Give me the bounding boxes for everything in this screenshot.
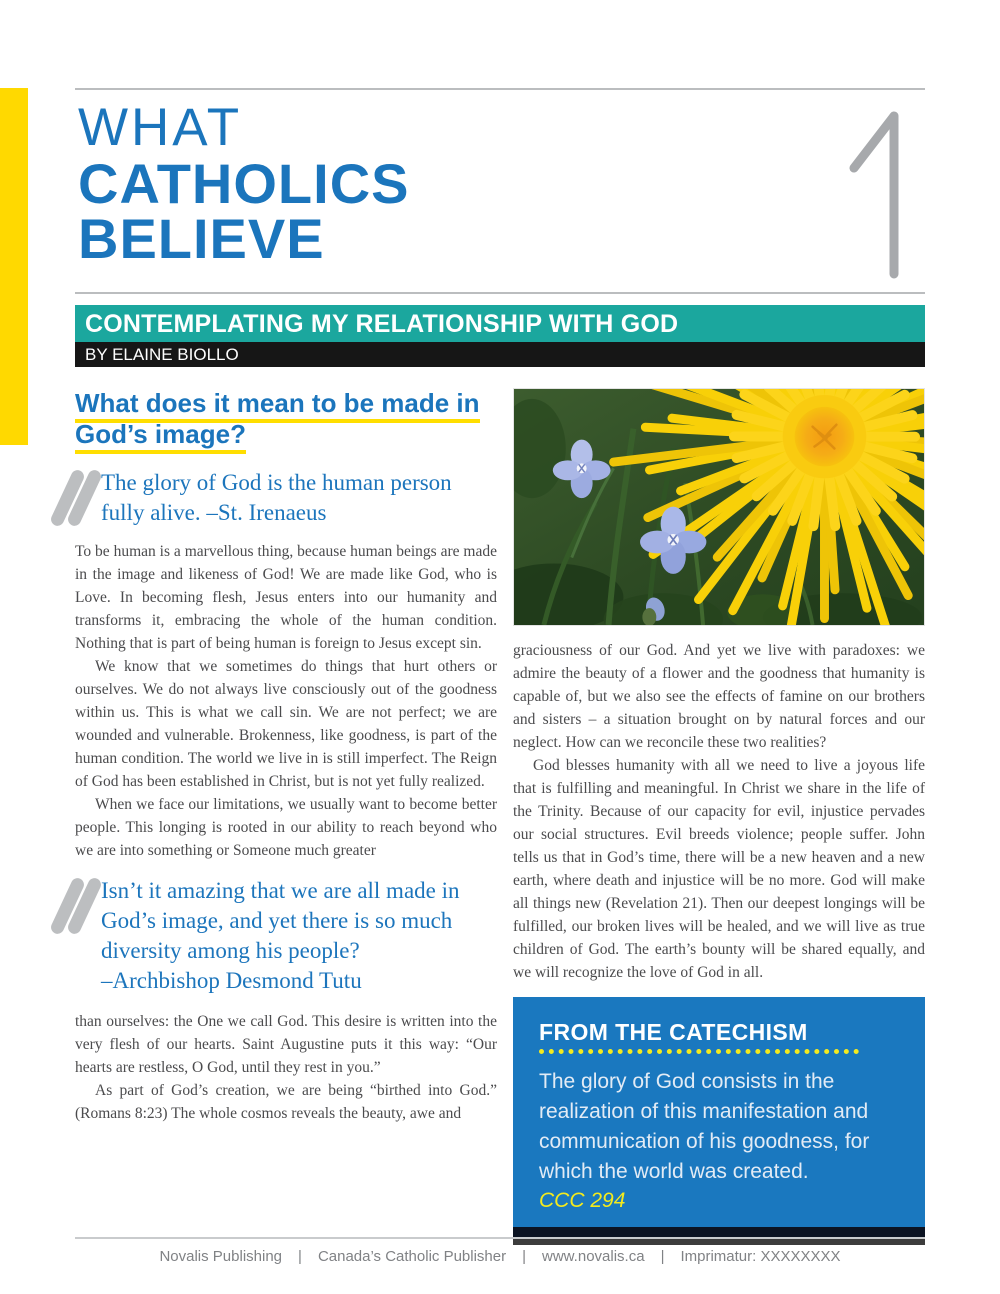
- yellow-accent-bar: [0, 88, 28, 445]
- pull-quote-attribution: –Archbishop Desmond Tutu: [101, 968, 362, 993]
- footer-rule: [75, 1237, 925, 1239]
- left-column: [75, 388, 497, 1245]
- article-title-banner: CONTEMPLATING MY RELATIONSHIP WITH GOD: [75, 305, 925, 342]
- chapter-number-numeral: [844, 104, 910, 284]
- catechism-citation: CCC 294: [539, 1189, 626, 1212]
- right-column-text: [513, 639, 925, 984]
- footer-imprimatur: Imprimatur: XXXXXXXX: [680, 1248, 841, 1265]
- dotted-divider: [539, 1049, 859, 1054]
- mid-rule: [75, 292, 925, 294]
- body-paragraph: To be human is a marvellous thing, because human beings are made in the image and likeness of God! We are made like God, who is Love. In becoming flesh, Jesus enters into our humanity and transforms it, embracing the whole of the human condition. Nothing that is part of being human is foreign to Jesus except sin.: [75, 543, 497, 652]
- body-paragraph: As part of God’s creation, we are being “birthed into God.” (Romans 8:23) The whole cosmos reveals the beauty, awe and: [75, 1082, 497, 1122]
- body-paragraph: graciousness of our God. And yet we live with paradoxes: we admire the beauty of a flower and the goodness that humanity is capable of, but we also see the effects of famine on our brothers and sisters – a situation brought on by natural forces and our neglect. How can we reconcile these two realities?: [513, 642, 925, 751]
- quote-slash-icon: [59, 468, 103, 534]
- footer-publisher: Novalis Publishing: [159, 1248, 283, 1265]
- pull-quote-tutu: [75, 876, 497, 996]
- catechism-box: [513, 997, 925, 1245]
- dandelion-photo: [513, 388, 925, 626]
- footer-separator: |: [298, 1248, 302, 1265]
- section-heading: What does it mean to be made in God’s image?: [75, 388, 497, 450]
- chapter-number-value: [0, 0, 1, 1]
- footer-separator: |: [522, 1248, 527, 1265]
- pull-quote-text: Isn’t it amazing that we are all made in God’s image, and yet there is so much diversity among his people?: [101, 878, 460, 963]
- title-line-1: WHAT: [78, 98, 243, 157]
- body-paragraph: We know that we sometimes do things that hurt others or ourselves. We do not always live consciously out of the goodness within us. This is what we call sin. We are not perfect; we are wounded and vulnerable. Brokenness, like goodness, is part of the human condition. The world we live in is still imperfect. The Reign of God has been established in Christ, but is not yet fully realized.: [75, 658, 497, 790]
- footer-website: www.novalis.ca: [542, 1248, 645, 1265]
- catechism-text: The glory of God consists in the realization of this manifestation and communication of his goodness, for which the world was created.: [539, 1070, 870, 1183]
- catechism-bottom-strip: [513, 1227, 925, 1245]
- byline-banner: BY ELAINE BIOLLO: [75, 342, 925, 367]
- top-rule: [75, 88, 925, 90]
- body-paragraph: than ourselves: the One we call God. This desire is written into the very flesh of our hearts. Saint Augustine puts it this way: “Our hearts are restless, O God, until they rest in you.”: [75, 1013, 497, 1076]
- article-body: [75, 388, 925, 1245]
- catechism-heading: FROM THE CATECHISM: [539, 1019, 808, 1045]
- footer-tagline: Canada’s Catholic Publisher: [317, 1248, 507, 1265]
- body-paragraph: When we face our limitations, we usually want to become better people. This longing is rooted in our ability to reach beyond who we are into something or Someone much greater: [75, 796, 497, 859]
- title-line-2: CATHOLICS: [78, 152, 410, 215]
- pull-quote-text: The glory of God is the human person fully alive. –St. Irenaeus: [101, 470, 452, 525]
- quote-slash-icon: [59, 876, 103, 942]
- pull-quote-irenaeus: [75, 468, 497, 528]
- body-paragraph: God blesses humanity with all we need to live a joyous life that is fulfilling and meaningful. In Christ we share in the life of the Trinity. Because of our capacity for evil, injustice pervades our social structures. Evil breeds violence; people suffer. John tells us that in God’s time, there will be a new heaven and a new earth, where death and injustice will be no more. God will make all things new (Revelation 21). Then our deepest longings will be fulfilled, our broken lives will be healed, and we will live as true children of God. The earth’s bounty will be shared equally, and we will recognize the love of God in all.: [513, 757, 925, 981]
- right-column: [513, 388, 925, 1245]
- title-line-3: BELIEVE: [78, 207, 325, 270]
- footer: [0, 1248, 1000, 1265]
- masthead-title: [78, 98, 410, 270]
- footer-separator: |: [660, 1248, 665, 1265]
